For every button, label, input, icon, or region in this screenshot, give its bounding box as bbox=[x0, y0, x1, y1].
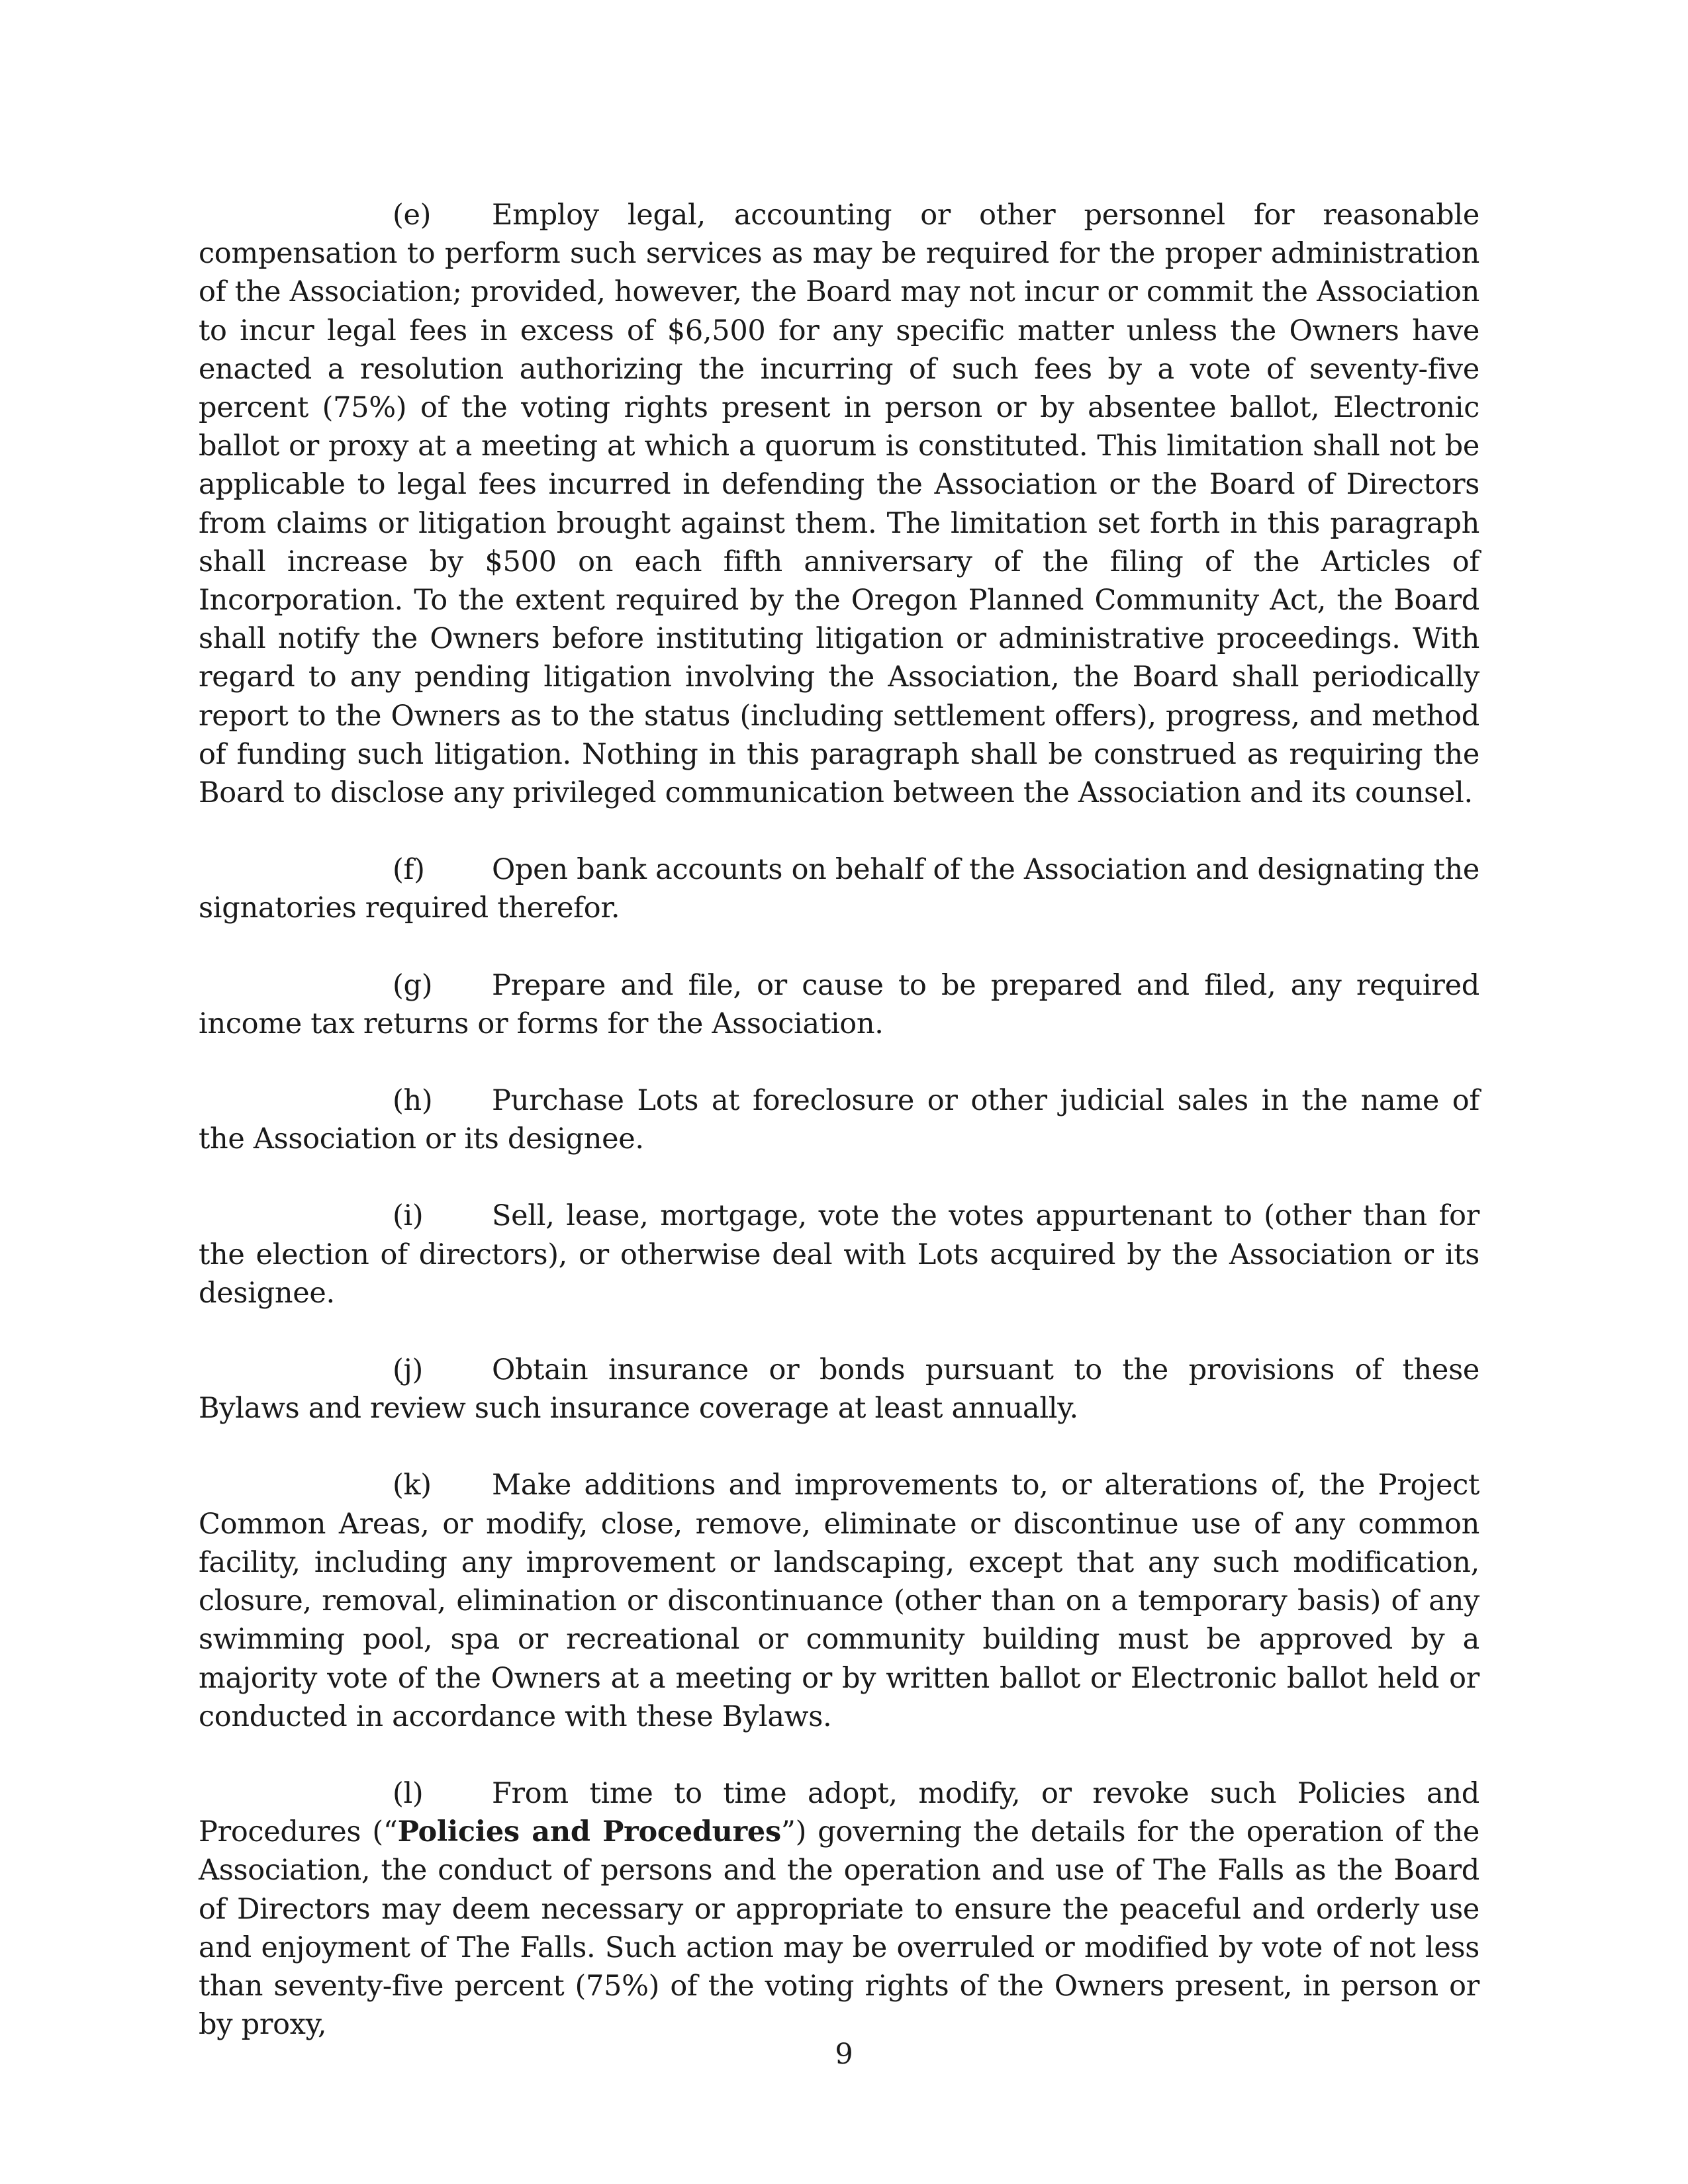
paragraph-j bbox=[199, 1351, 1479, 1428]
paragraph-f bbox=[199, 850, 1479, 927]
document-page bbox=[199, 196, 1479, 2082]
paragraph-l bbox=[199, 1774, 1479, 2044]
paragraph-text: Purchase Lots at foreclosure or other judicial sales in the name of the Association or its designee. bbox=[199, 1084, 1479, 1156]
paragraph-text: Make additions and improvements to, or alterations of, the Project Common Areas, or modify, close, remove, eliminate or discontinue use of any common facility, including any improvement or landscaping, except that any such modification, closure, removal, elimination or discontinuance (other than on a temporary basis) of any swimming pool, spa or recreational or community building must be approved by a majority vote of the Owners at a meeting or by written ballot or Electronic ballot held or conducted in accordance with these Bylaws. bbox=[199, 1469, 1479, 1733]
paragraph-e bbox=[199, 196, 1479, 812]
paragraph-text: Employ legal, accounting or other personnel for reasonable compensation to perform such services as may be required for the proper administration of the Association; provided, however, the Board may not incur or commit the Association to incur legal fees in excess of $6,500 for any specific matter unless the Owners have enacted a resolution authorizing the incurring of such fees by a vote of seventy-five percent (75%) of the voting rights present in person or by absentee ballot, Electronic ballot or proxy at a meeting at which a quorum is constituted. This limitation shall not be applicable to legal fees incurred in defending the Association or the Board of Directors from claims or litigation brought against them. The limitation set forth in this paragraph shall increase by $500 on each fifth anniversary of the filing of the Articles of Incorporation. To the extent required by the Oregon Planned Community Act, the Board shall notify the Owners before instituting litigation or administrative proceedings. With regard to any pending litigation involving the Association, the Board shall periodically report to the Owners as to the status (including settlement offers), progress, and method of funding such litigation. Nothing in this paragraph shall be construed as requiring the Board to disclose any privileged communication between the Association and its counsel. bbox=[199, 199, 1479, 810]
page-number: 9 bbox=[835, 2038, 853, 2071]
paragraph-h bbox=[199, 1081, 1479, 1158]
paragraph-label: (f) bbox=[393, 853, 425, 887]
paragraph-label: (k) bbox=[393, 1469, 432, 1502]
paragraph-text: Prepare and file, or cause to be prepared and filed, any required income tax returns or forms for the Association. bbox=[199, 968, 1479, 1040]
paragraph-text: Open bank accounts on behalf of the Association and designating the signatories required therefor. bbox=[199, 853, 1479, 925]
paragraph-label: (i) bbox=[393, 1199, 424, 1233]
paragraph-label: (j) bbox=[393, 1353, 423, 1387]
paragraph-label: (l) bbox=[393, 1776, 424, 1810]
paragraph-text-after: ”) governing the details for the operation of the Association, the conduct of persons and the operation and use of The Falls as the Board of Directors may deem necessary or appropriate to ensure the peaceful and orderly use and enjoyment of The Falls. Such action may be overruled or modified by vote of not less than seventy-five percent (75%) of the voting rights of the Owners present, in person or by proxy, bbox=[199, 1815, 1479, 2042]
paragraph-k bbox=[199, 1466, 1479, 1735]
paragraph-text: Sell, lease, mortgage, vote the votes appurtenant to (other than for the election of directors), or otherwise deal with Lots acquired by the Association or its designee. bbox=[199, 1199, 1479, 1310]
paragraph-g bbox=[199, 966, 1479, 1043]
paragraph-label: (h) bbox=[393, 1084, 433, 1118]
paragraph-label: (g) bbox=[393, 968, 433, 1002]
paragraph-i bbox=[199, 1197, 1479, 1312]
paragraph-text-before: From time to time adopt, modify, or revoke such Policies and Procedures (“ bbox=[199, 1776, 1479, 1849]
defined-term: Policies and Procedures bbox=[397, 1815, 781, 1849]
paragraph-label: (e) bbox=[393, 199, 432, 232]
paragraph-text: Obtain insurance or bonds pursuant to the provisions of these Bylaws and review such insurance coverage at least annually. bbox=[199, 1353, 1479, 1426]
